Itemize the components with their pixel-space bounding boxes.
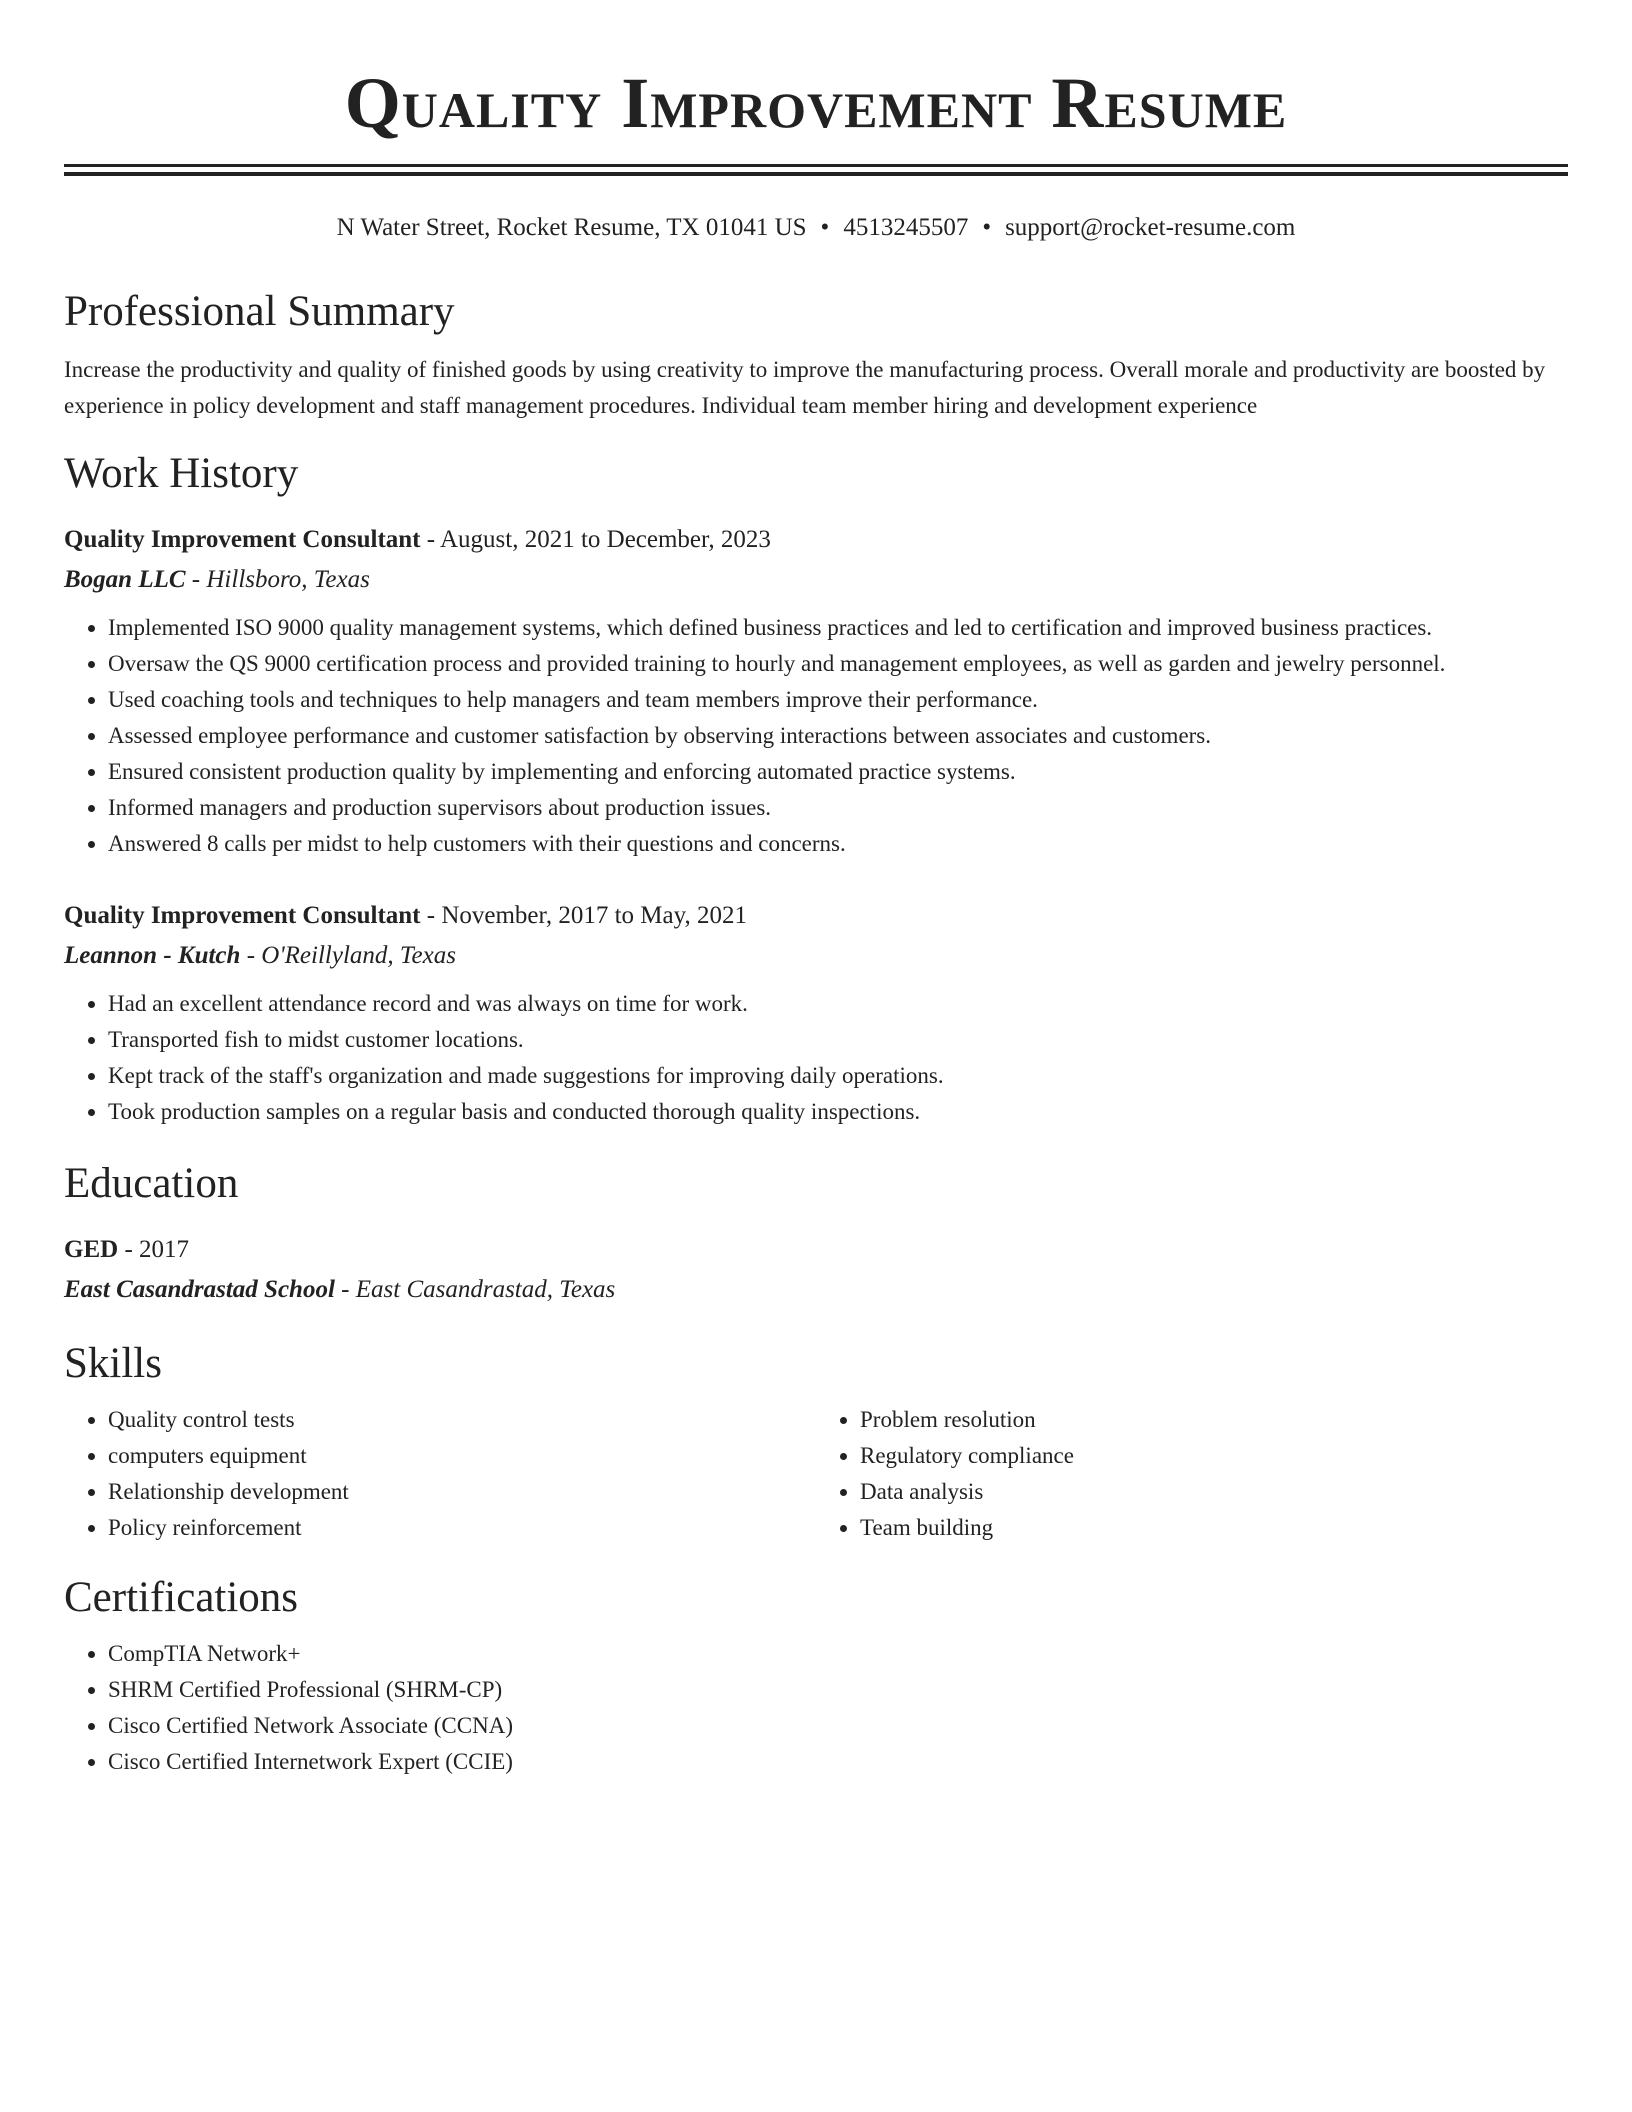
- list-item: • Quality control tests: [108, 1402, 816, 1438]
- job-title: Quality Improvement Consultant: [64, 902, 421, 929]
- list-item: • Had an excellent attendance record and was always on time for work.: [108, 986, 1568, 1022]
- list-item: • Policy reinforcement: [108, 1510, 816, 1546]
- list-item: • Data analysis: [860, 1474, 1568, 1510]
- degree: GED: [64, 1236, 119, 1263]
- contact-separator: •: [820, 214, 830, 241]
- section-heading-certifications: Certifications: [64, 1574, 299, 1621]
- contact-separator: •: [982, 214, 992, 241]
- list-item: • Regulatory compliance: [860, 1438, 1568, 1474]
- section-heading-work-history: Work History: [64, 450, 299, 497]
- list-item: • SHRM Certified Professional (SHRM-CP): [108, 1672, 1568, 1708]
- list-item: • Informed managers and production supervisors about production issues.: [108, 790, 1568, 826]
- list-item: • Answered 8 calls per midst to help customers with their questions and concerns.: [108, 826, 1568, 862]
- section-heading-summary: Professional Summary: [64, 288, 455, 335]
- degree-year: - 2017: [118, 1236, 190, 1263]
- title-rule-bottom: [64, 172, 1568, 176]
- list-item: • Used coaching tools and techniques to help managers and team members improve their performance.: [108, 682, 1568, 718]
- skills-column-right: [816, 1402, 1568, 1546]
- section-heading-skills: Skills: [64, 1340, 162, 1387]
- school-location: - East Casandrastad, Texas: [334, 1276, 616, 1303]
- degree-line: [64, 1230, 1568, 1270]
- job-title: Quality Improvement Consultant: [64, 526, 421, 553]
- job-company-line: [64, 936, 1568, 976]
- job-location: - Hillsboro, Texas: [185, 566, 370, 593]
- job-title-line: [64, 520, 1568, 560]
- list-item: • computers equipment: [108, 1438, 816, 1474]
- skills-grid: [64, 1402, 1568, 1546]
- list-item: • Cisco Certified Internetwork Expert (CCIE): [108, 1744, 1568, 1780]
- resume-title: Quality Improvement Resume: [344, 63, 1288, 143]
- list-item: • Kept track of the staff's organization and made suggestions for improving daily operations.: [108, 1058, 1568, 1094]
- contact-email: support@rocket-resume.com: [1005, 214, 1296, 241]
- list-item: • Transported fish to midst customer locations.: [108, 1022, 1568, 1058]
- certifications-list: [64, 1636, 1568, 1780]
- job-entry: [64, 520, 1568, 862]
- job-bullet-list: [64, 610, 1568, 862]
- job-title-line: [64, 896, 1568, 936]
- list-item: • Oversaw the QS 9000 certification process and provided training to hourly and management employees, as well as garden and jewelry personnel.: [108, 646, 1568, 682]
- list-item: • Relationship development: [108, 1474, 816, 1510]
- job-bullet-list: [64, 986, 1568, 1130]
- list-item: • Cisco Certified Network Associate (CCNA): [108, 1708, 1568, 1744]
- list-item: • Ensured consistent production quality by implementing and enforcing automated practice systems.: [108, 754, 1568, 790]
- job-company-line: [64, 560, 1568, 600]
- job-company: Bogan LLC: [64, 566, 186, 593]
- skills-column-left: [64, 1402, 816, 1546]
- summary-text: Increase the productivity and quality of finished goods by using creativity to improve the manufacturing process. Overall morale and productivity are boosted by experience in policy development and staff management procedures. Individual team member hiring and development experience: [64, 357, 1546, 418]
- list-item: • Assessed employee performance and customer satisfaction by observing interactions between associates and customers.: [108, 718, 1568, 754]
- section-heading-education: Education: [64, 1160, 239, 1207]
- school-line: [64, 1270, 1568, 1310]
- list-item: • Problem resolution: [860, 1402, 1568, 1438]
- school-name: East Casandrastad School: [64, 1276, 335, 1303]
- title-rule-top: [64, 164, 1568, 167]
- list-item: • Implemented ISO 9000 quality management systems, which defined business practices and led to certification and improved business practices.: [108, 610, 1568, 646]
- list-item: • Team building: [860, 1510, 1568, 1546]
- job-dates: - August, 2021 to December, 2023: [420, 526, 771, 553]
- list-item: • Took production samples on a regular basis and conducted thorough quality inspections.: [108, 1094, 1568, 1130]
- job-dates: - November, 2017 to May, 2021: [420, 902, 748, 929]
- list-item: • CompTIA Network+: [108, 1636, 1568, 1672]
- contact-address: N Water Street, Rocket Resume, TX 01041 US: [336, 214, 807, 241]
- job-location: - O'Reillyland, Texas: [240, 942, 456, 969]
- contact-phone: 4513245507: [843, 214, 969, 241]
- job-entry: [64, 896, 1568, 1130]
- education-entry: [64, 1230, 1568, 1310]
- contact-line: [64, 212, 1568, 244]
- job-company: Leannon - Kutch: [64, 942, 241, 969]
